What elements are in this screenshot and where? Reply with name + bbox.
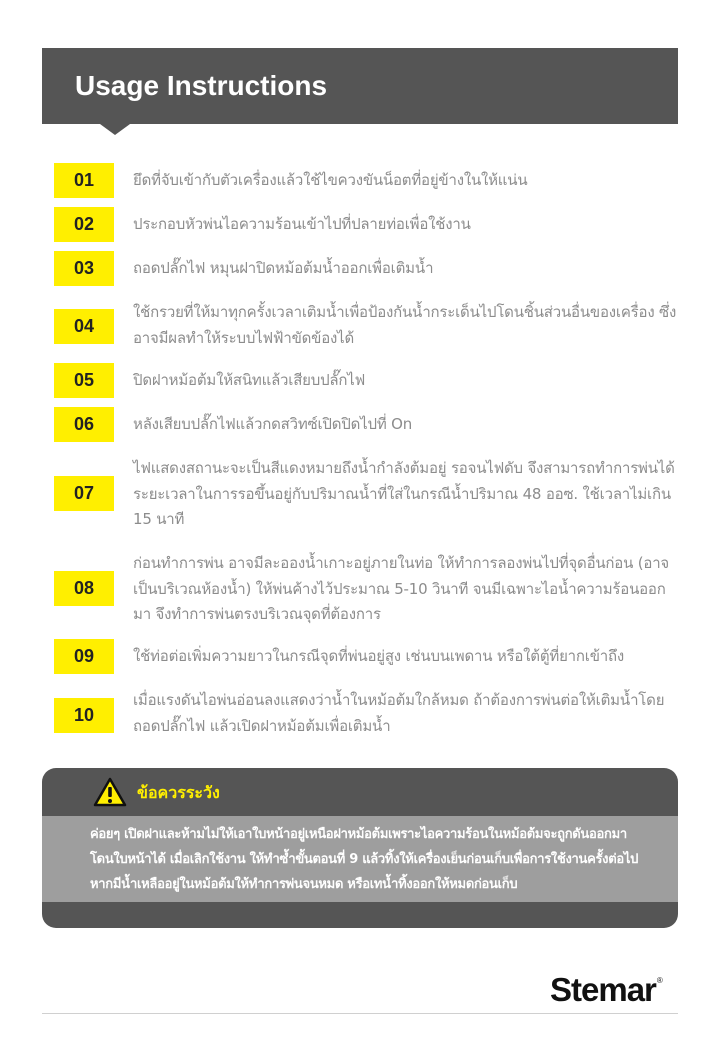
step-number-badge: 09 xyxy=(54,639,114,674)
brand-logo xyxy=(550,970,662,1019)
step-text: ยึดที่จับเข้ากับตัวเครื่องแล้วใช้ไขควงขันน็อตที่อยู่ข้างในให้แน่น xyxy=(133,171,528,189)
step-number-badge: 08 xyxy=(54,571,114,606)
step-text: ไฟแสดงสถานะจะเป็นสีแดงหมายถึงน้ำกำลังต้มอยู่ รอจนไฟดับ จึงสามารถทำการพ่นได้ ระยะเวลาในการรอขึ้นอยู่กับปริมาณน้ำที่ใส่ในกรณีน้ำปริมาณ 48 ออซ. ใช้เวลาไม่เกิน 15 นาที xyxy=(133,459,675,528)
header-banner xyxy=(42,48,678,124)
step-text: ปิดฝาหม้อต้มให้สนิทแล้วเสียบปลั๊กไฟ xyxy=(133,371,366,389)
step-number-badge: 05 xyxy=(54,363,114,398)
header-pointer-arrow xyxy=(100,124,130,135)
step-number-badge: 03 xyxy=(54,251,114,286)
warning-triangle-icon xyxy=(93,777,127,811)
step-number-badge: 04 xyxy=(54,309,114,344)
step-text: ประกอบหัวพ่นไอความร้อนเข้าไปที่ปลายท่อเพื่อใช้งาน xyxy=(133,215,471,233)
step-text: ใช้กรวยที่ให้มาทุกครั้งเวลาเติมน้ำเพื่อป้องกันน้ำกระเด็นไปโดนชิ้นส่วนอื่นของเครื่อง ซึ่งอาจมีผลทำให้ระบบไฟฟ้าขัดข้องได้ xyxy=(133,303,677,347)
footer-divider xyxy=(42,1013,678,1014)
step-number-badge: 07 xyxy=(54,476,114,511)
warning-title: ข้อควรระวัง xyxy=(137,783,220,802)
step-number-badge: 06 xyxy=(54,407,114,442)
step-number-badge: 10 xyxy=(54,698,114,733)
step-text: ถอดปลั๊กไฟ หมุนฝาปิดหม้อต้มน้ำออกเพื่อเติมน้ำ xyxy=(133,259,434,277)
brand-name: Stemar xyxy=(550,971,656,1008)
step-text: ก่อนทำการพ่น อาจมีละอองน้ำเกาะอยู่ภายในท่อ ให้ทำการลองพ่นไปที่จุดอื่นก่อน (อาจเป็นบริเวณห้องน้ำ) ให้พ่นค้างไว้ประมาณ 5-10 วินาที จนมีเฉพาะไอน้ำความร้อนออกมา จึงทำการพ่นตรงบริเวณจุดที่ต้องการ xyxy=(133,554,670,623)
step-number-badge: 02 xyxy=(54,207,114,242)
registered-mark: ® xyxy=(656,976,662,985)
step-text: ใช้ท่อต่อเพิ่มความยาวในกรณีจุดที่พ่นอยู่สูง เช่นบนเพดาน หรือใต้ตู้ที่ยากเข้าถึง xyxy=(133,647,624,665)
step-number-badge: 01 xyxy=(54,163,114,198)
warning-box xyxy=(42,768,678,928)
warning-body xyxy=(42,816,678,902)
step-text: หลังเสียบปลั๊กไฟแล้วกดสวิทซ์เปิดปิดไปที่ On xyxy=(133,415,412,433)
warning-text: ค่อยๆ เปิดฝาและห้ามไม่ให้เอาใบหน้าอยู่เหนือฝาหม้อต้มเพราะไอความร้อนในหม้อต้มจะถูกดันออกมาโดนใบหน้าได้ เมื่อเลิกใช้งาน ให้ทำซ้ำขั้นตอนที่ 9 แล้วทิ้งให้เครื่องเย็นก่อนเก็บเพื่อการใช้งานครั้งต่อไป หากมีน้ำเหลืออยู่ในหม้อต้มให้ทำการพ่นจนหมด หรือเทน้ำทิ้งออกให้หมดก่อนเก็บ xyxy=(90,827,639,892)
step-text: เมื่อแรงดันไอพ่นอ่อนลงแสดงว่าน้ำในหม้อต้มใกล้หมด ถ้าต้องการพ่นต่อให้เติมน้ำโดยถอดปลั๊กไฟ แล้วเปิดฝาหม้อต้มเพื่อเติมน้ำ xyxy=(133,691,665,735)
page-title: Usage Instructions xyxy=(75,70,328,101)
warning-header xyxy=(42,768,678,816)
